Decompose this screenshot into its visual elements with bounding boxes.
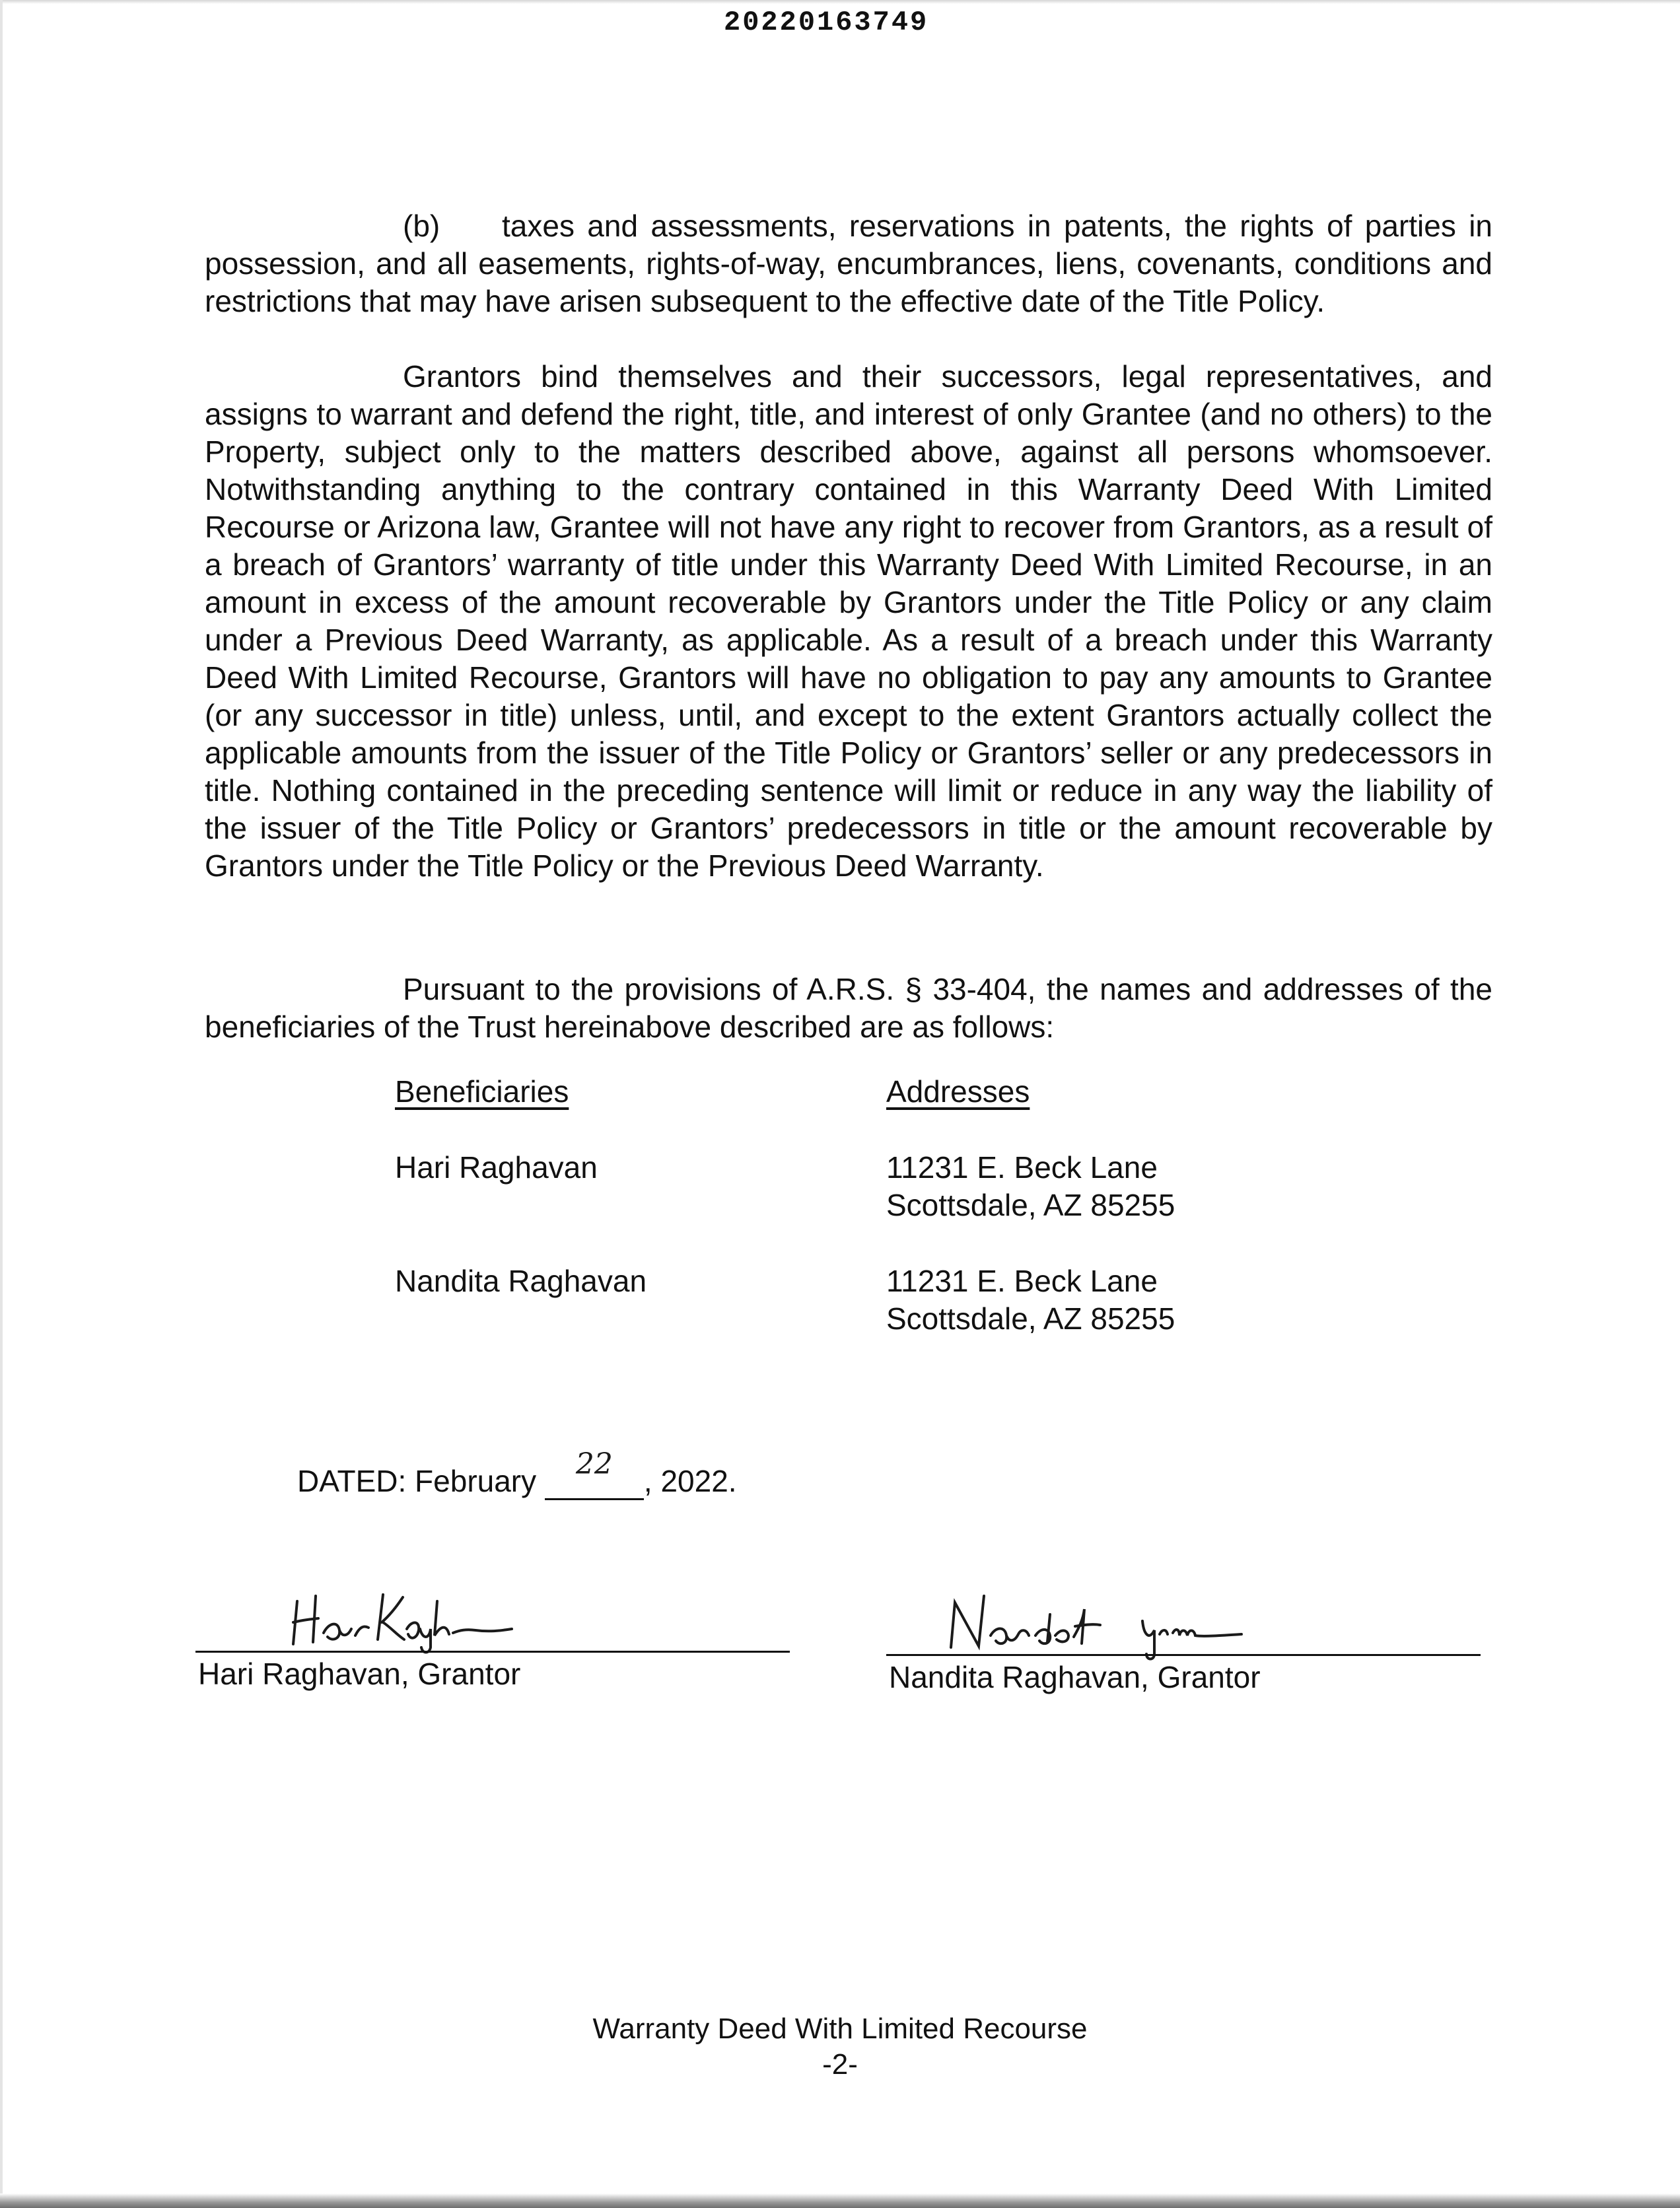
date-day-handwritten: 22	[575, 1447, 613, 1481]
scan-left-edge	[0, 0, 3, 2208]
footer-document-title: Warranty Deed With Limited Recourse	[592, 2013, 1088, 2045]
beneficiaries-column-header: Beneficiaries	[395, 1074, 569, 1109]
paragraph-grantors-warranty: Grantors bind themselves and their successors, legal representatives, and assigns to warrant and defend the right, title, and interest of only Grantee (and no others) to the Property, subject only to the matters described above, against all persons whomsoever. Notwithstanding anything to the contrary contained in this Warranty Deed With Limited Recourse or Arizona law, Grantee will not have any right to recover from Grantors, as a result of a breach of Grantors’ warranty of title under this Warranty Deed With Limited Recourse, in an amount in excess of the amount recoverable by Grantors under the Title Policy or any claim under a Previous Deed Warranty, as applicable. As a result of a breach under this Warranty Deed With Limited Recourse, Grantors will have no obligation to pay any amounts to Grantee (or any successor in title) unless, until, and except to the extent Grantors actually collect the applicable amounts from the issuer of the Title Policy or Grantors’ seller or any predecessors in title. Nothing contained in the preceding sentence will limit or reduce in any way the liability of the issuer of the Title Policy or Grantors’ predecessors in title or the amount recoverable by Grantors under the Title Policy or the Previous Deed Warranty.	[205, 359, 1492, 883]
dated-label: DATED: February	[297, 1464, 537, 1498]
beneficiary-name: Hari Raghavan	[395, 1150, 598, 1185]
paragraph-pursuant: Pursuant to the provisions of A.R.S. § 33-404, the names and addresses of the beneficiaries of the Trust hereinabove described are as follows:	[205, 972, 1492, 1044]
signature-line-hari	[195, 1651, 790, 1653]
beneficiary-name: Nandita Raghavan	[395, 1264, 647, 1298]
dated-year: , 2022.	[643, 1464, 737, 1498]
signer-name-hari: Hari Raghavan, Grantor	[198, 1657, 521, 1691]
address-line-1: 11231 E. Beck Lane	[886, 1264, 1158, 1298]
address-line-2: Scottsdale, AZ 85255	[886, 1301, 1175, 1336]
signer-name-nandita: Nandita Raghavan, Grantor	[889, 1660, 1261, 1694]
date-day-blank	[545, 1447, 644, 1500]
address-line-2: Scottsdale, AZ 85255	[886, 1188, 1175, 1222]
hari-signature-scribble	[284, 1581, 522, 1654]
beneficiary-address	[886, 1262, 1175, 1338]
dated-line	[297, 1447, 737, 1500]
footer-page-number: -2-	[822, 2048, 858, 2081]
paragraph-b-text: taxes and assessments, reservations in patents, the rights of parties in possession, and all easements, rights-of-way, encumbrances, liens, covenants, conditions and restrictions that may have arisen subsequent to the effective date of the Title Policy.	[205, 209, 1492, 318]
scan-top-edge	[0, 0, 1680, 4]
scan-bottom-edge	[0, 2193, 1680, 2208]
paragraph-b	[205, 207, 1492, 320]
addresses-column-header: Addresses	[886, 1074, 1030, 1109]
paragraph-b-label: (b)	[403, 209, 440, 243]
address-line-1: 11231 E. Beck Lane	[886, 1150, 1158, 1185]
signature-line-nandita	[886, 1654, 1481, 1656]
nandita-signature-scribble	[944, 1588, 1288, 1661]
beneficiary-address	[886, 1149, 1175, 1224]
recording-number: 20220163749	[724, 7, 929, 38]
